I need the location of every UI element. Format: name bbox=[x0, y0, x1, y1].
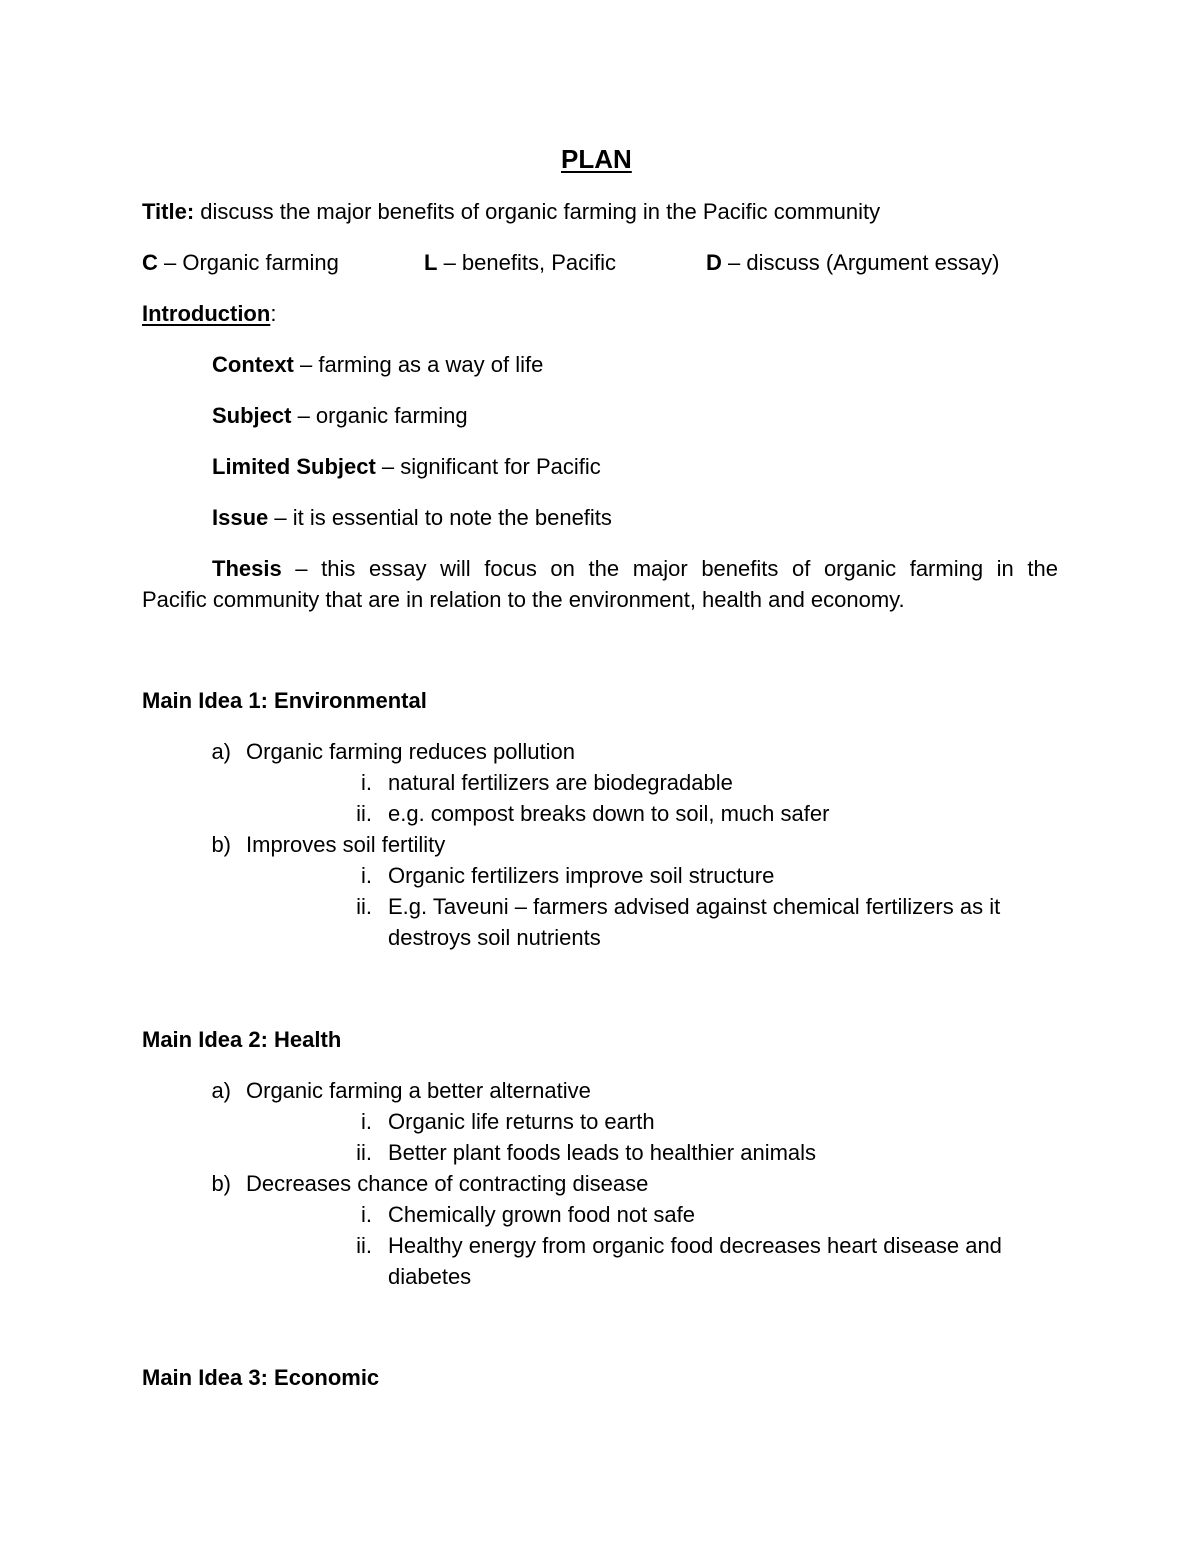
point-text: Decreases chance of contracting disease bbox=[246, 1171, 649, 1196]
sub-point-marker: ii. bbox=[356, 1140, 372, 1165]
thesis-line-1 bbox=[212, 558, 1058, 580]
point-marker: b) bbox=[211, 1171, 231, 1196]
intro-item-text: – it is essential to note the benefits bbox=[268, 505, 612, 530]
intro-item-label: Context bbox=[212, 352, 294, 377]
sub-point-text: Organic life returns to earth bbox=[388, 1109, 655, 1134]
title-label: Title: bbox=[142, 199, 195, 224]
sub-point-marker: i. bbox=[361, 863, 372, 888]
sub-point-marker: i. bbox=[361, 770, 372, 795]
essay-title-line bbox=[142, 201, 880, 223]
intro-item-context bbox=[212, 354, 543, 376]
intro-item-limited-subject bbox=[212, 456, 601, 478]
sub-point-marker: i. bbox=[361, 1109, 372, 1134]
sub-point-text: E.g. Taveuni – farmers advised against chemical fertilizers as it bbox=[388, 894, 1001, 919]
intro-item-label: Subject bbox=[212, 403, 292, 428]
sub-point-text: natural fertilizers are biodegradable bbox=[388, 770, 733, 795]
sub-point-text: Better plant foods leads to healthier animals bbox=[388, 1140, 817, 1165]
sub-point-text: Organic fertilizers improve soil structure bbox=[388, 863, 775, 888]
c-text: – Organic farming bbox=[157, 250, 339, 275]
title-text: discuss the major benefits of organic farming in the Pacific community bbox=[194, 199, 881, 224]
thesis-text-1: – this essay will focus on the major benefits of organic farming in the bbox=[281, 556, 1058, 581]
intro-item-subject bbox=[212, 405, 468, 427]
thesis-label: Thesis bbox=[212, 556, 282, 581]
sub-point-text: e.g. compost breaks down to soil, much safer bbox=[388, 801, 830, 826]
point-marker: a) bbox=[211, 1078, 231, 1103]
cld-l bbox=[424, 252, 616, 274]
intro-item-issue bbox=[212, 507, 612, 529]
intro-item-label: Limited Subject bbox=[212, 454, 376, 479]
cld-c bbox=[142, 252, 339, 274]
intro-item-text: – farming as a way of life bbox=[293, 352, 544, 377]
main-idea-1-heading: Main Idea 1: Environmental bbox=[142, 688, 427, 713]
sub-point-marker: ii. bbox=[356, 894, 372, 919]
intro-item-text: – significant for Pacific bbox=[375, 454, 601, 479]
d-label: D bbox=[706, 250, 722, 275]
page-title: PLAN bbox=[561, 144, 632, 174]
main-idea-3-heading: Main Idea 3: Economic bbox=[142, 1365, 380, 1390]
point-text: Improves soil fertility bbox=[246, 832, 446, 857]
sub-point-text-continued: diabetes bbox=[388, 1264, 472, 1289]
introduction-heading-text: Introduction bbox=[142, 301, 271, 326]
l-text: – benefits, Pacific bbox=[437, 250, 616, 275]
point-marker: b) bbox=[211, 832, 231, 857]
sub-point-marker: ii. bbox=[356, 801, 372, 826]
sub-point-text: Healthy energy from organic food decreases heart disease and bbox=[388, 1233, 1002, 1258]
l-label: L bbox=[424, 250, 438, 275]
cld-d bbox=[706, 252, 999, 274]
sub-point-marker: ii. bbox=[356, 1233, 372, 1258]
point-marker: a) bbox=[211, 739, 231, 764]
introduction-heading bbox=[142, 303, 276, 325]
point-text: Organic farming a better alternative bbox=[246, 1078, 591, 1103]
thesis-line-2: Pacific community that are in relation to the environment, health and economy. bbox=[142, 587, 905, 612]
sub-point-text-continued: destroys soil nutrients bbox=[388, 925, 601, 950]
d-text: – discuss (Argument essay) bbox=[721, 250, 1000, 275]
sub-point-marker: i. bbox=[361, 1202, 372, 1227]
intro-item-label: Issue bbox=[212, 505, 269, 530]
main-idea-2-heading: Main Idea 2: Health bbox=[142, 1027, 342, 1052]
c-label: C bbox=[142, 250, 158, 275]
point-text: Organic farming reduces pollution bbox=[246, 739, 575, 764]
introduction-colon: : bbox=[270, 301, 277, 326]
intro-item-text: – organic farming bbox=[291, 403, 468, 428]
sub-point-text: Chemically grown food not safe bbox=[388, 1202, 695, 1227]
